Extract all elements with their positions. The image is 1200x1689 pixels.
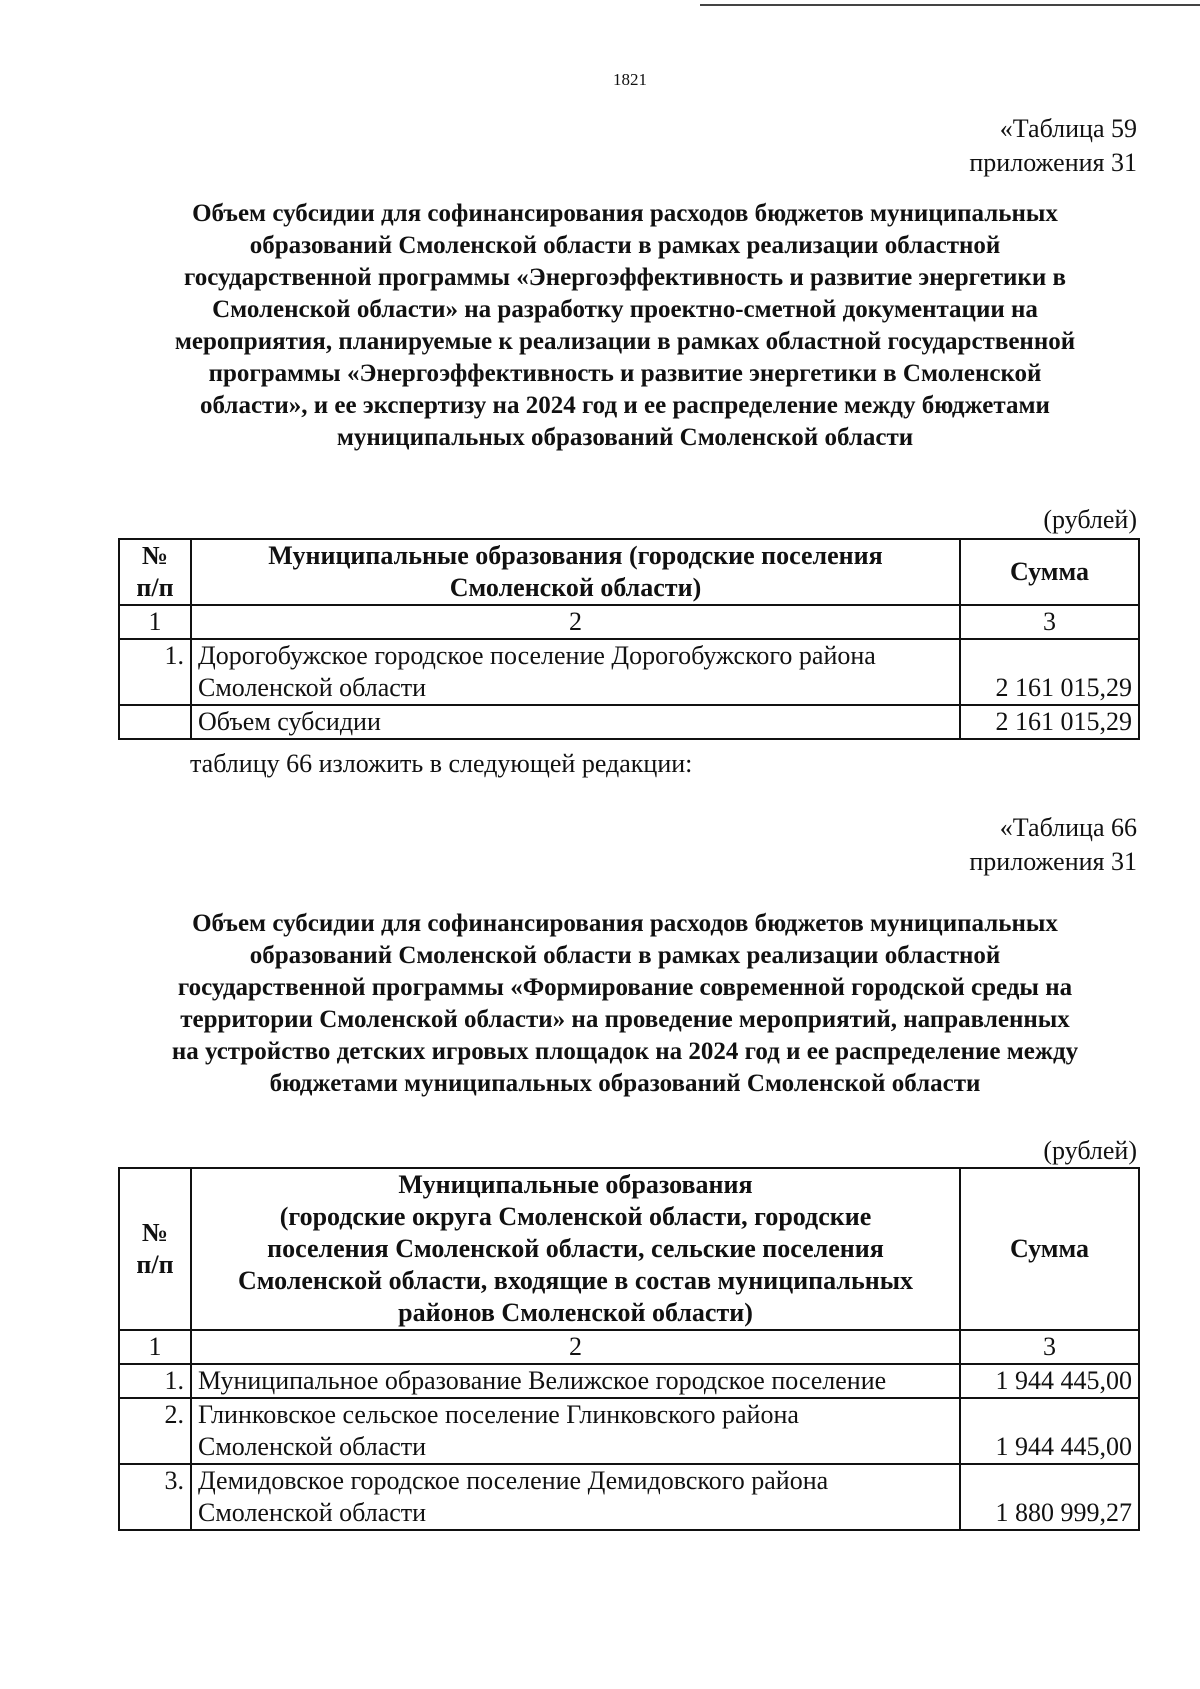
row-name-line: Демидовское городское поселение Демидовского района	[198, 1466, 829, 1495]
total-num-empty	[119, 705, 191, 739]
header-name-line: Смоленской области, входящие в состав муниципальных	[238, 1266, 913, 1295]
row-sum: 1 944 445,00	[960, 1364, 1139, 1398]
heading-line: муниципальных образований Смоленской области	[336, 424, 914, 451]
row-name	[191, 1464, 960, 1530]
row-name-line: Глинковское сельское поселение Глинковского района	[198, 1400, 799, 1429]
heading-line: Объем субсидии для софинансирования расходов бюджетов муниципальных	[192, 910, 1058, 937]
top-edge-rule	[700, 4, 1200, 6]
heading-line: программы «Энергоэффективность и развитие энергетики в Смоленской	[208, 360, 1042, 387]
header-num-symbol: №	[141, 541, 169, 570]
row-sum: 1 944 445,00	[960, 1398, 1139, 1464]
row-sum: 1 880 999,27	[960, 1464, 1139, 1530]
heading-line: Объем субсидии для софинансирования расходов бюджетов муниципальных	[192, 200, 1058, 227]
column-index: 1	[119, 605, 191, 639]
units-label: (рублей)	[1043, 505, 1137, 534]
heading-line: области», и ее экспертизу на 2024 год и ее распределение между бюджетами	[200, 392, 1050, 419]
table-59-heading	[110, 198, 1140, 454]
table-ref-line-1: «Таблица 66	[999, 813, 1137, 842]
row-name-line: Смоленской области	[198, 673, 427, 702]
instruction-text: таблицу 66 изложить в следующей редакции:	[190, 749, 693, 778]
table-59	[118, 538, 1140, 740]
row-name	[191, 1398, 960, 1464]
row-name-line: Дорогобужское городское поселение Дорогобужского района	[198, 641, 876, 670]
table-59-reference	[969, 112, 1137, 180]
table-66-reference	[969, 811, 1137, 879]
heading-line: Смоленской области» на разработку проектно-сметной документации на	[212, 296, 1038, 323]
heading-line: на устройство детских игровых площадок на 2024 год и ее распределение между	[171, 1038, 1079, 1065]
header-num-abbr: п/п	[136, 1250, 174, 1279]
header-num-cell	[119, 1168, 191, 1330]
header-name-line: поселения Смоленской области, сельские поселения	[267, 1234, 884, 1263]
row-name-line: Смоленской области	[198, 1498, 427, 1527]
table-66	[118, 1167, 1140, 1531]
column-index: 3	[960, 605, 1139, 639]
header-name-line: (городские округа Смоленской области, городские	[279, 1202, 872, 1231]
column-index: 2	[191, 1330, 960, 1364]
header-num-cell	[119, 539, 191, 605]
header-num-abbr: п/п	[136, 573, 174, 602]
row-num: 1.	[119, 639, 191, 705]
row-name	[191, 639, 960, 705]
header-sum-cell: Сумма	[960, 539, 1139, 605]
heading-line: образований Смоленской области в рамках реализации областной	[249, 232, 1001, 259]
heading-line: образований Смоленской области в рамках реализации областной	[249, 942, 1001, 969]
row-sum: 2 161 015,29	[960, 639, 1139, 705]
table-66-heading	[110, 908, 1140, 1100]
column-index-row	[119, 1330, 1139, 1364]
column-index-row	[119, 605, 1139, 639]
heading-line: государственной программы «Формирование современной городской среды на	[177, 974, 1073, 1001]
header-num-symbol: №	[141, 1218, 169, 1247]
header-sum-cell: Сумма	[960, 1168, 1139, 1330]
total-row	[119, 705, 1139, 739]
row-num: 1.	[119, 1364, 191, 1398]
header-name-cell	[191, 539, 960, 605]
table-row	[119, 1398, 1139, 1464]
table-header-row	[119, 539, 1139, 605]
total-sum: 2 161 015,29	[960, 705, 1139, 739]
column-index: 2	[191, 605, 960, 639]
header-name-line: Смоленской области)	[449, 573, 702, 602]
header-name-line: Муниципальные образования	[398, 1170, 753, 1199]
total-label: Объем субсидии	[191, 705, 960, 739]
row-num: 3.	[119, 1464, 191, 1530]
table-row	[119, 1464, 1139, 1530]
table-ref-line-2: приложения 31	[969, 847, 1137, 876]
heading-line: мероприятия, планируемые к реализации в рамках областной государственной	[174, 328, 1076, 355]
row-num: 2.	[119, 1398, 191, 1464]
row-name-line: Муниципальное образование Велижское городское поселение	[198, 1366, 887, 1395]
row-name	[191, 1364, 960, 1398]
column-index: 1	[119, 1330, 191, 1364]
heading-line: бюджетами муниципальных образований Смоленской области	[269, 1070, 981, 1097]
header-name-line: районов Смоленской области)	[398, 1298, 753, 1327]
units-label: (рублей)	[1043, 1136, 1137, 1165]
row-name-line: Смоленской области	[198, 1432, 427, 1461]
table-ref-line-1: «Таблица 59	[999, 114, 1137, 143]
table-row	[119, 639, 1139, 705]
table-header-row	[119, 1168, 1139, 1330]
heading-line: территории Смоленской области» на проведение мероприятий, направленных	[180, 1006, 1070, 1033]
page-number: 1821	[613, 70, 647, 89]
header-name-line: Муниципальные образования (городские поселения	[268, 541, 883, 570]
header-name-cell	[191, 1168, 960, 1330]
column-index: 3	[960, 1330, 1139, 1364]
table-row	[119, 1364, 1139, 1398]
table-ref-line-2: приложения 31	[969, 148, 1137, 177]
heading-line: государственной программы «Энергоэффективность и развитие энергетики в	[184, 264, 1066, 291]
